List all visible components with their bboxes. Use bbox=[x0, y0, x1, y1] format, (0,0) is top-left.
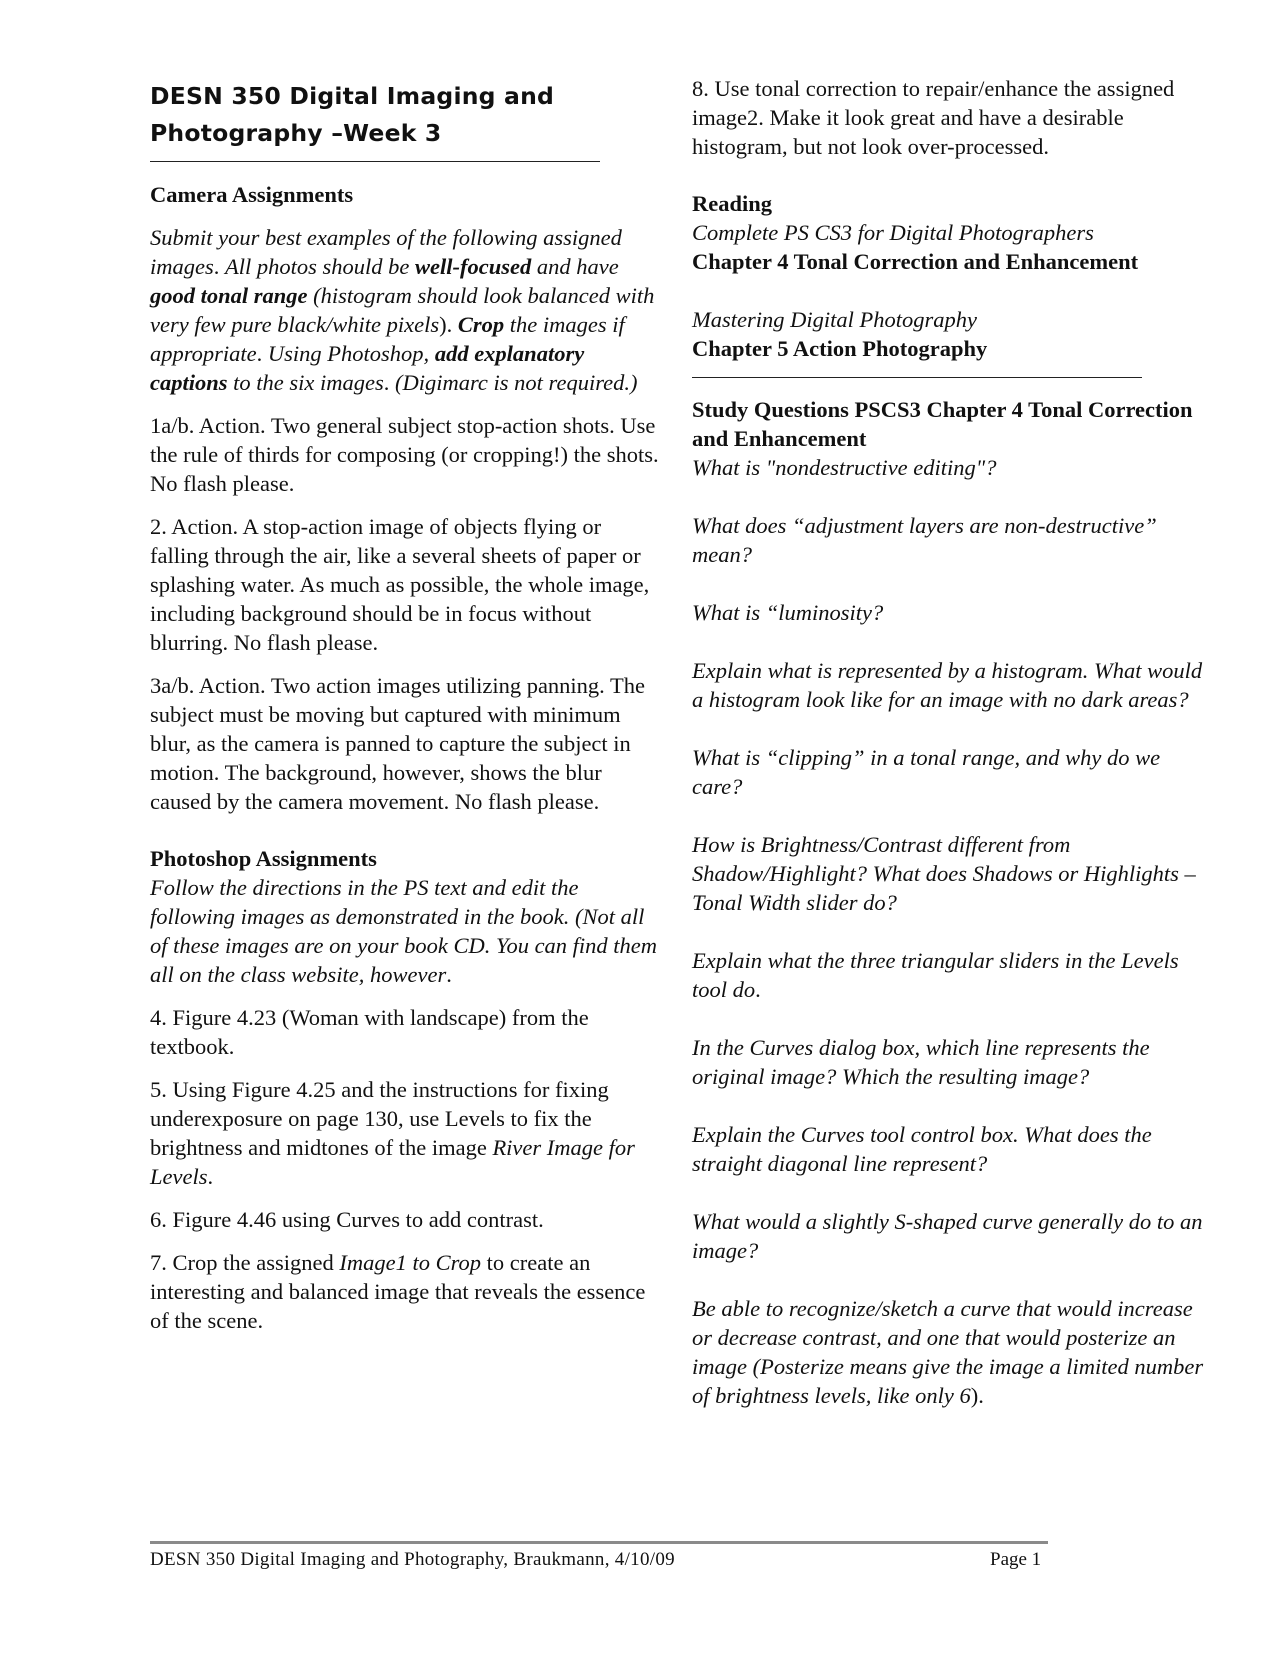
item-text: 5. Using Figure 4.25 and the instructions for fixing underexposure on page 130, use Levels to fix the brightness and midtones of the image bbox=[150, 1077, 609, 1160]
camera-item-3: 3a/b. Action. Two action images utilizing panning. The subject must be moving but captured with minimum blur, as the camera is panned to capture the subject in motion. The background, however, shows the blur caused by the camera movement. No flash please. bbox=[150, 673, 646, 814]
intro-text: Submit your best examples of the following assigned images bbox=[150, 225, 622, 279]
camera-section bbox=[150, 180, 660, 816]
study-question-7 bbox=[692, 946, 1212, 1004]
reading-chapter-1: Chapter 4 Tonal Correction and Enhancement bbox=[692, 249, 1139, 274]
title-line-2: Photography –Week 3 bbox=[150, 119, 442, 147]
study-question-9 bbox=[692, 1120, 1212, 1178]
intro-text: (histogram should look balanced with very few pure black/white pixels bbox=[150, 283, 655, 337]
study-question-8: In the Curves dialog box, which line represents the original image? Which the resulting image? bbox=[692, 1035, 1150, 1089]
reading-book-2: Mastering Digital Photography bbox=[692, 307, 977, 332]
study-question-1: What is "nondestructive editing"? bbox=[692, 455, 997, 480]
study-question-2: What does “adjustment layers are non-destructive” mean? bbox=[692, 513, 1157, 567]
footer-text: DESN 350 Digital Imaging and Photography, Braukmann, 4/10/09 bbox=[150, 1549, 675, 1570]
photoshop-item-5 bbox=[150, 1075, 660, 1191]
study-question-4: Explain what is represented by a histogram. What would a histogram look like for an image with no dark areas? bbox=[692, 658, 1203, 712]
camera-item-1: 1a/b. Action. Two general subject stop-action shots. Use the rule of thirds for composing (or cropping!) the shots. No flash please. bbox=[150, 413, 659, 496]
item-text: . bbox=[207, 1164, 214, 1189]
intro-text: to the six images bbox=[227, 370, 384, 395]
camera-intro bbox=[150, 223, 660, 397]
study-question-11 bbox=[692, 1294, 1212, 1410]
reading-section bbox=[692, 189, 1212, 363]
page-title bbox=[150, 78, 660, 152]
footer-divider bbox=[150, 1541, 1048, 1544]
question-text: . What does the straight diagonal line represent? bbox=[692, 1122, 1152, 1176]
study-question-3: What is “luminosity? bbox=[692, 600, 884, 625]
photoshop-intro bbox=[150, 873, 660, 989]
item-italic: Image1 to Crop bbox=[339, 1250, 482, 1275]
photoshop-item-8: 8. Use tonal correction to repair/enhance the assigned image2. Make it look great and have a desirable histogram, but not look over-processed. bbox=[692, 76, 1175, 159]
title-divider bbox=[150, 161, 600, 162]
reading-heading: Reading bbox=[692, 191, 773, 216]
intro-text: . bbox=[213, 254, 225, 279]
photoshop-section bbox=[150, 844, 660, 1335]
intro-text: . bbox=[256, 341, 268, 366]
photoshop-item-6: 6. Figure 4.46 using Curves to add contrast. bbox=[150, 1207, 544, 1232]
intro-text: Using Photoshop, bbox=[267, 341, 435, 366]
intro-bold: Crop bbox=[457, 312, 505, 337]
reading-divider bbox=[692, 377, 1142, 378]
intro-bold: well-focused bbox=[415, 254, 532, 279]
intro-text: Follow the directions in the PS text and edit the following images as demonstrated in the book. (Not all of these images are on your book CD. You can find them all on the class website, however bbox=[150, 875, 658, 987]
intro-bold: good tonal range bbox=[150, 283, 308, 308]
item-text: 7. Crop the assigned bbox=[150, 1250, 340, 1275]
intro-text: the images if appropriate bbox=[150, 312, 625, 366]
question-text: Be able to recognize/sketch a curve that would increase or decrease contrast, and one that would posterize an image (Posterize means give the image a limited number of brightness levels, like only 6 bbox=[692, 1296, 1204, 1408]
study-section bbox=[692, 395, 1212, 1410]
camera-heading: Camera Assignments bbox=[150, 182, 354, 207]
intro-text: . bbox=[446, 962, 452, 987]
question-text: Explain what the three triangular sliders in the Levels tool do bbox=[692, 948, 1179, 1002]
study-question-10: What would a slightly S-shaped curve generally do to an image? bbox=[692, 1209, 1203, 1263]
question-text: ). bbox=[970, 1383, 984, 1408]
photoshop-heading: Photoshop Assignments bbox=[150, 846, 377, 871]
study-heading: Study Questions PSCS3 Chapter 4 Tonal Correction and Enhancement bbox=[692, 397, 1193, 451]
intro-bold: add explanatory captions bbox=[150, 341, 585, 395]
left-column bbox=[150, 78, 660, 1335]
intro-text: ). bbox=[439, 312, 458, 337]
reading-chapter-2: Chapter 5 Action Photography bbox=[692, 336, 988, 361]
page-number: Page 1 bbox=[990, 1549, 1042, 1570]
photoshop-item-4: 4. Figure 4.23 (Woman with landscape) from the textbook. bbox=[150, 1005, 589, 1059]
intro-text: All photos should be bbox=[225, 254, 415, 279]
intro-text: (Digimarc is not required.) bbox=[395, 370, 638, 395]
intro-text: and have bbox=[531, 254, 619, 279]
question-text: . bbox=[755, 977, 761, 1002]
right-column bbox=[692, 74, 1212, 1410]
reading-book-1: Complete PS CS3 for Digital Photographers bbox=[692, 220, 1094, 245]
camera-item-2: 2. Action. A stop-action image of objects flying or falling through the air, like a several sheets of paper or splashing water. As much as possible, the whole image, including background should be in focus without blurring. No flash please. bbox=[150, 514, 650, 655]
item-text: to create an interesting and balanced image that reveals the essence of the scene. bbox=[150, 1250, 646, 1333]
item-italic: River Image for Levels bbox=[150, 1135, 635, 1189]
question-text: Explain the Curves tool control box bbox=[692, 1122, 1013, 1147]
photoshop-item-7 bbox=[150, 1248, 660, 1335]
title-line-1: DESN 350 Digital Imaging and bbox=[150, 82, 555, 110]
study-question-6: How is Brightness/Contrast different from Shadow/Highlight? What does Shadows or Highlights – Tonal Width slider do? bbox=[692, 832, 1196, 915]
study-question-5: What is “clipping” in a tonal range, and why do we care? bbox=[692, 745, 1161, 799]
intro-text: . bbox=[383, 370, 395, 395]
